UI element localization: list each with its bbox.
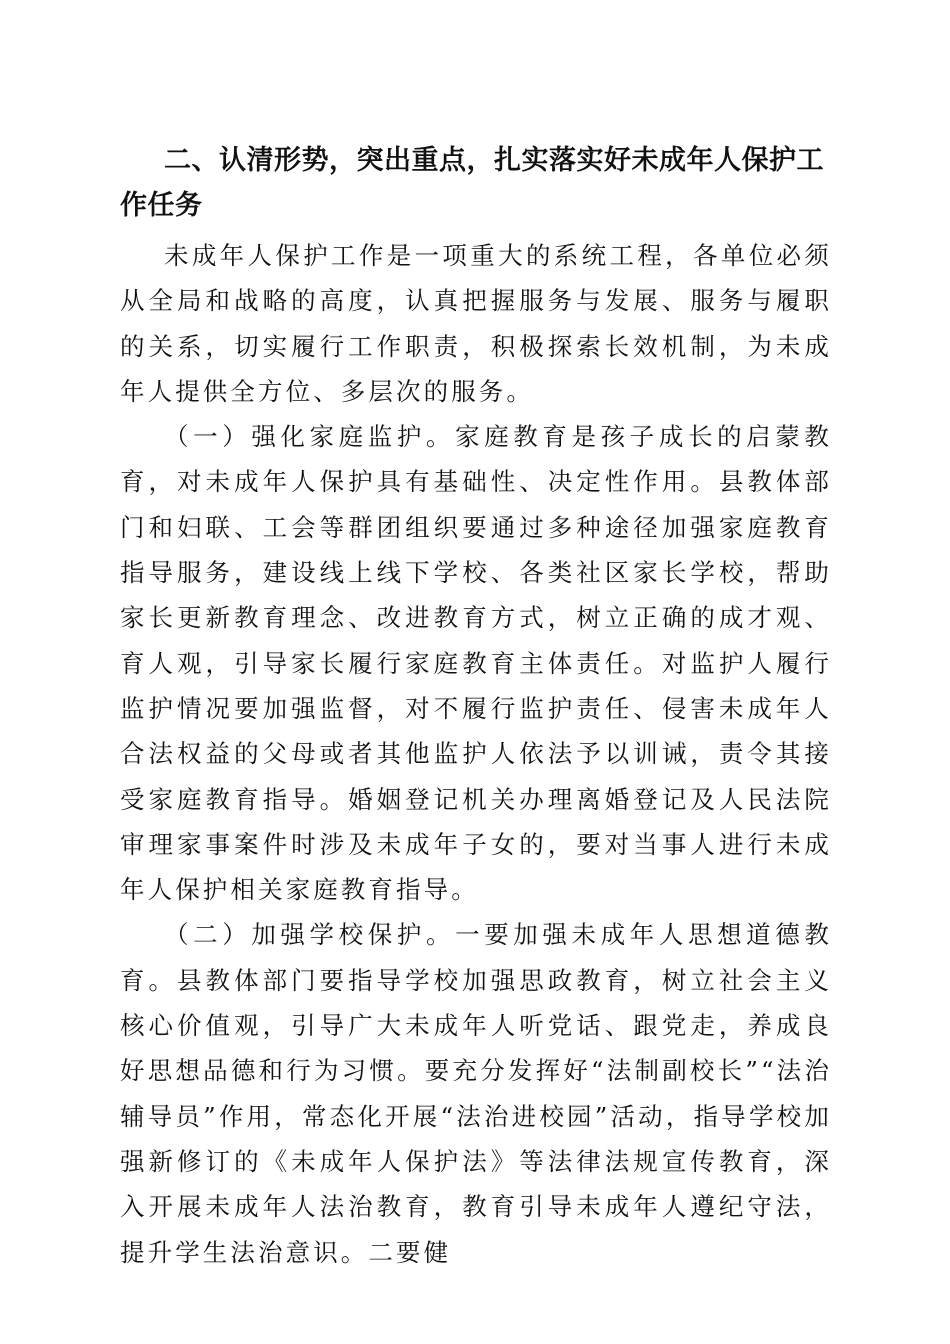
document-body — [120, 138, 832, 1275]
paragraph-school-protection — [120, 912, 832, 1274]
paragraph-body-school: 一要加强未成年人思想道德教育。县教体部门要指导学校加强思政教育，树立社会主义核心价值观，引导广大未成年人听党话、跟党走，养成良好思想品德和行为习惯。要充分发挥好“法制副校长”“法治辅导员”作用，常态化开展“法治进校园”活动，指导学校加强新修订的《未成年人保护法》等法律法规宣传教育，深入开展未成年人法治教育，教育引导未成年人遵纪守法，提升学生法治意识。二要健 — [120, 920, 832, 1267]
paragraph-body-family: 家庭教育是孩子成长的启蒙教育，对未成年人保护具有基础性、决定性作用。县教体部门和妇联、工会等群团组织要通过多种途径加强家庭教育指导服务，建设线上线下学校、各类社区家长学校，帮助家长更新教育理念、改进教育方式，树立正确的成才观、育人观，引导家长履行家庭教育主体责任。对监护人履行监护情况要加强监督，对不履行监护责任、侵害未成年人合法权益的父母或者其他监护人依法予以训诫，责令其接受家庭教育指导。婚姻登记机关办理离婚登记及人民法院审理家事案件时涉及未成年子女的，要对当事人进行未成年人保护相关家庭教育指导。 — [120, 422, 832, 905]
paragraph-family-guardianship — [120, 414, 832, 912]
section-heading: 二、认清形势，突出重点，扎实落实好未成年人保护工作任务 — [120, 145, 824, 221]
subsection-title-family: （一）强化家庭监护。 — [164, 422, 456, 452]
subsection-title-school: （二）加强学校保护。 — [164, 920, 456, 950]
intro-paragraph: 未成年人保护工作是一项重大的系统工程，各单位必须从全局和战略的高度，认真把握服务与发展、服务与履职的关系，切实履行工作职责，积极探索长效机制，为未成年人提供全方位、多层次的服务。 — [120, 241, 832, 406]
